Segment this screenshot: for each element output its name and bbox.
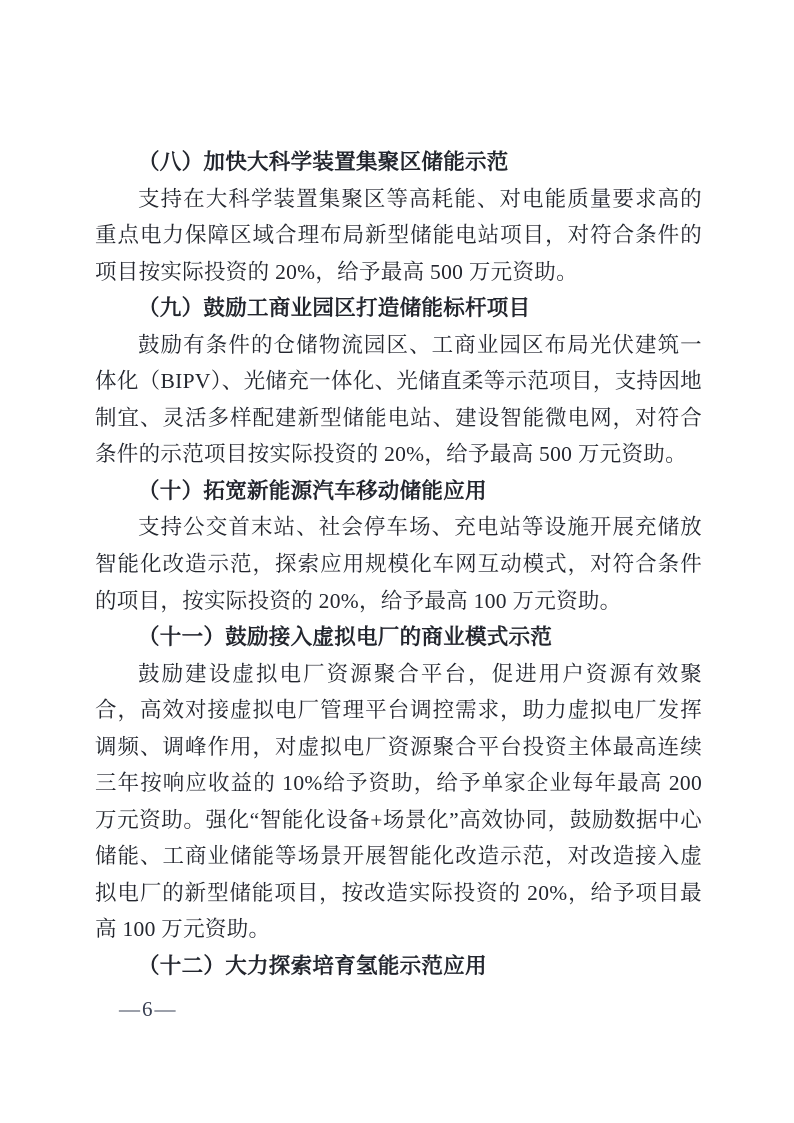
section-paragraph-9: 鼓励有条件的仓储物流园区、工商业园区布局光伏建筑一体化（BIPV）、光储充一体化、光储直柔等示范项目，支持因地制宜、灵活多样配建新型储能电站、建设智能微电网，对符合条件的示范项目按实际投资的 20%，给予最高 500 万元资助。 <box>95 332 702 467</box>
page-number: —6— <box>119 997 178 1021</box>
section-heading-12: （十二）大力探索培育氢能示范应用 <box>138 954 487 979</box>
section-paragraph-11: 鼓励建设虚拟电厂资源聚合平台，促进用户资源有效聚合，高效对接虚拟电厂管理平台调控需求，助力虚拟电厂发挥调频、调峰作用，对虚拟电厂资源聚合平台投资主体最高连续三年按响应收益的 10%给予资助，给予单家企业每年最高 200 万元资助。强化“智能化设备+场景化”高效协同，鼓励数据中心储能、工商业储能等场景开展智能化改造示范，对改造接入虚拟电厂的新型储能项目，按改造实际投资的 20%，给予项目最高 100 万元资助。 <box>95 661 702 942</box>
document-body <box>95 144 702 985</box>
section-heading-11: （十一）鼓励接入虚拟电厂的商业模式示范 <box>138 625 553 650</box>
section-heading-8: （八）加快大科学装置集聚区储能示范 <box>138 150 509 174</box>
section-heading-9: （九）鼓励工商业园区打造储能标杆项目 <box>138 296 531 321</box>
section-heading-10: （十）拓宽新能源汽车移动储能应用 <box>138 478 487 503</box>
section-paragraph-8: 支持在大科学装置集聚区等高耗能、对电能质量要求高的重点电力保障区域合理布局新型储能电站项目，对符合条件的项目按实际投资的 20%，给予最高 500 万元资助。 <box>95 186 702 284</box>
section-paragraph-10: 支持公交首末站、社会停车场、充电站等设施开展充储放智能化改造示范，探索应用规模化车网互动模式，对符合条件的项目，按实际投资的 20%，给予最高 100 万元资助。 <box>95 515 702 613</box>
